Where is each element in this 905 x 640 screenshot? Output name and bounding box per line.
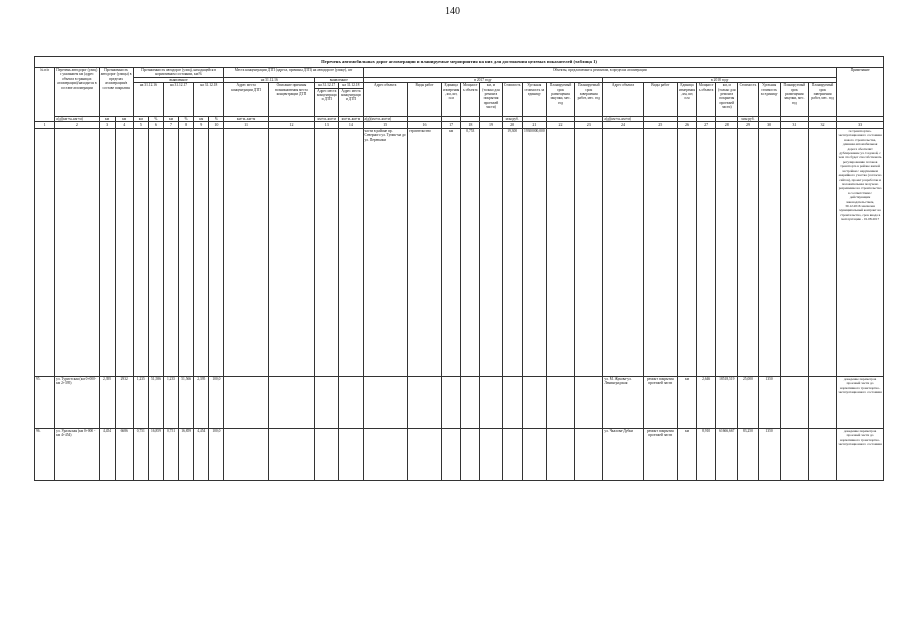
cell-road: ул. Уральская (км 0+000 - км 4+454): [55, 429, 99, 481]
column-number: 4: [115, 122, 133, 129]
header-road: Перечень автодорог (улиц) с указанием км (адрес объекта в границах агломерации)/находятся в составе агломерации: [55, 68, 99, 117]
unit: км+м–км+м: [315, 116, 339, 121]
unit: %: [179, 116, 194, 121]
header-dtp-reason: Описание причины возникновения места концентрации ДТП: [268, 83, 314, 116]
column-number: 21: [522, 122, 546, 129]
cell-km-18: 18518,519: [716, 377, 738, 429]
unit: %: [209, 116, 224, 121]
unit: км: [115, 116, 133, 121]
cell-coverage: 6686: [115, 429, 133, 481]
unit: %: [148, 116, 163, 121]
header-spec-18: Удельная стоимость за единицу: [758, 83, 780, 116]
column-number: 29: [738, 122, 758, 129]
header-normative: Протяженность автодорог (улиц), находящейся в нормативном состоянии, км/%: [133, 68, 224, 78]
cell-cost-18: 83,250: [738, 429, 758, 481]
header-objects: Объекты, предлагаемые к ремонтам, в пределах агломерации: [363, 68, 837, 78]
cell-unit-17: км: [442, 129, 461, 377]
column-number: 16: [407, 122, 441, 129]
header-dtp-date-18: на 31.12.18: [339, 83, 363, 88]
column-number: 3: [99, 122, 115, 129]
column-number: 25: [643, 122, 677, 129]
column-number: 10: [209, 122, 224, 129]
column-number: 13: [315, 122, 339, 129]
unit: км: [163, 116, 178, 121]
header-power-17: Мощность объекта: [461, 83, 480, 116]
unit: млн руб.: [738, 116, 758, 121]
column-number: 27: [697, 122, 716, 129]
column-number: 19: [480, 122, 502, 129]
column-number: 20: [502, 122, 522, 129]
cell-value: 51,586: [148, 377, 163, 429]
column-number: 23: [575, 122, 603, 129]
unit: км+м–км+м: [339, 116, 363, 121]
header-term-tender-18: Планируемый срок размещения закупки, мес. год: [780, 83, 808, 116]
cell-value: 16,859: [179, 429, 194, 481]
unit: км: [194, 116, 209, 121]
cell-unit-18: км: [677, 377, 696, 429]
cell-address-17: части в районе пр. Северного ул. Тупик-ма до ул. Перевалки: [363, 129, 407, 377]
column-number: 11: [224, 122, 268, 129]
header-year-2017: в 2017 году: [363, 77, 603, 82]
column-number: 30: [758, 122, 780, 129]
cell-power-18: 8,910: [697, 429, 716, 481]
cell-spec-18: 1350: [758, 377, 780, 429]
table-row-continued: [35, 129, 884, 377]
column-number: 17: [442, 122, 461, 129]
cell-value: 1,235: [163, 377, 178, 429]
unit: а(д)(км+м–км+м): [55, 116, 99, 121]
header-dtp-date: на 31.12.16: [224, 77, 315, 82]
column-number: 5: [133, 122, 148, 129]
cell-address-18: ул. Чкалова-Дубки: [603, 429, 643, 481]
header-normative-sub: выявленное: [133, 77, 224, 82]
column-number: 18: [461, 122, 480, 129]
cell-km-18: 61666,667: [716, 429, 738, 481]
header-address-17: Адрес объекта: [363, 83, 407, 116]
header-power-18: Мощность объекта: [697, 83, 716, 116]
cell-note: доведение параметров проезжей части до нормативного транспортно-эксплуатационного состояния: [837, 377, 884, 429]
header-date-17: на 31.12.17: [163, 83, 193, 116]
cell-value: 100,0: [209, 377, 224, 429]
table-title: Перечень автомобильных дорог агломерации и планируемые мероприятия на них для достижения целевых показателей (таблица 1): [35, 57, 884, 68]
cell-length: 4,454: [99, 429, 115, 481]
cell-power-18: 2,646: [697, 377, 716, 429]
header-unit-18: Единица измерения, км, шт, п.м: [677, 83, 696, 116]
header-dtp-sub: выявленное: [315, 77, 363, 82]
header-km-17: км, м (только для ремонта покрытия проезжей части): [480, 83, 502, 116]
cell-spec-18: 1350: [758, 429, 780, 481]
cell-note: доведение параметров проезжей части до нормативного транспортно-эксплуатационного состояния: [837, 429, 884, 481]
header-works-17: Виды работ: [407, 83, 441, 116]
column-number: 22: [546, 122, 574, 129]
cell-value: 4,454: [194, 429, 209, 481]
cell-works-17: строительство: [407, 129, 441, 377]
column-number: 33: [837, 122, 884, 129]
cell-cost-18: 25,000: [738, 377, 758, 429]
table-row: [35, 377, 884, 429]
column-number: 32: [808, 122, 836, 129]
header-works-18: Виды работ: [643, 83, 677, 116]
cell-spec-17: 19300000,000: [522, 129, 546, 377]
cell-length: 2,395: [99, 377, 115, 429]
header-address-18: Адрес объекта: [603, 83, 643, 116]
table-row: [35, 429, 884, 481]
unit: а(д)(км+м–км+м): [363, 116, 407, 121]
cell-unit-18: км: [677, 429, 696, 481]
cell-works-18: ремонт покрытия проезжей части: [643, 377, 677, 429]
cell-coverage: 2932: [115, 377, 133, 429]
unit: а(д)(км+м–км+м): [603, 116, 643, 121]
column-number: 2: [55, 122, 99, 129]
cell-works-18: ремонт покрытия проезжей части: [643, 429, 677, 481]
cell-power-17: 0,753: [461, 129, 480, 377]
header-dtp-address: Адрес места концентрации ДТП: [224, 83, 268, 116]
cell-value: 1,235: [133, 377, 148, 429]
cell-num: 95.: [35, 377, 55, 429]
cell-value: 2,395: [194, 377, 209, 429]
header-num: № п/п: [35, 68, 55, 122]
column-number: 6: [148, 122, 163, 129]
column-number: 26: [677, 122, 696, 129]
header-km-18: км, м (только для ремонта покрытия проезжей части): [716, 83, 738, 116]
column-number: 28: [716, 122, 738, 129]
header-length: Протяженность автодорог (улицы) в пределах агломерации/в составе покрытия: [99, 68, 133, 117]
column-number: 8: [179, 122, 194, 129]
cell-value: 100,0: [209, 429, 224, 481]
cell-value: 16,859: [148, 429, 163, 481]
column-number: 7: [163, 122, 178, 129]
cell-value: 51,566: [179, 377, 194, 429]
header-year-2018: в 2018 году: [603, 77, 837, 82]
column-number: 9: [194, 122, 209, 129]
column-number: 12: [268, 122, 314, 129]
roads-table: [34, 56, 884, 481]
cell-value: 0,751: [163, 429, 178, 481]
header-date-16: на 31.12.16: [133, 83, 163, 116]
column-numbers-row: [35, 122, 884, 129]
page-number: 140: [445, 6, 460, 17]
header-note: Примечание: [837, 68, 884, 117]
cell-cost-17: 19,300: [502, 129, 522, 377]
header-dtp: Места концентрации ДТП (адреса, причины ДТП) на автодороге (улице), шт: [224, 68, 363, 78]
column-number: 14: [339, 122, 363, 129]
header-term-finish-17: Планируемый срок завершения работ, мес. год: [575, 83, 603, 116]
unit: км: [99, 116, 115, 121]
cell-note: ru транспортно-эксплуатационного состояния нового строительства, длинная автомобильная дорога обеспечит дублирование ул. Садовой, с чем что будет способствовать регулированию потоков транспорта в районе жилой застройки с нарушением аварийного участка (согласно сайтов), проект разработан и положительная получено разрешение на строительство в соответствии с действующим законодательством, 30.12.2016 заключен муниципальный контракт на строительство, срок ввода в эксплуатацию - 01.08.2017: [837, 129, 884, 377]
header-spec-17: Удельная стоимость за единицу: [522, 83, 546, 116]
unit: млн руб.: [502, 116, 522, 121]
header-term-tender-17: Планируемый срок размещения закупки, мес. год: [546, 83, 574, 116]
header-dtp-address-18: Адрес места концентрации ДТП: [339, 88, 363, 116]
header-term-finish-18: Планируемый срок завершения работ, мес. год: [808, 83, 836, 116]
header-cost-17: Стоимость: [502, 83, 522, 116]
column-number: 1: [35, 122, 55, 129]
column-number: 15: [363, 122, 407, 129]
header-unit-17: Единица измерения, км, шт, п.м: [442, 83, 461, 116]
header-dtp-date-17: на 31.12.17: [315, 83, 339, 88]
unit: км+м–км+м: [224, 116, 268, 121]
header-date-18: на 31.12.18: [194, 83, 224, 116]
column-number: 24: [603, 122, 643, 129]
cell-road: ул. Туристская (км 0+000-км 2+395): [55, 377, 99, 429]
cell-num: 96.: [35, 429, 55, 481]
unit: км: [133, 116, 148, 121]
column-number: 31: [780, 122, 808, 129]
cell-value: 0,751: [133, 429, 148, 481]
header-cost-18: Стоимость: [738, 83, 758, 116]
header-dtp-address-17: Адрес места концентрации ДТП: [315, 88, 339, 116]
cell-address-18: ул. М. Жукова-ул. Ленинградская: [603, 377, 643, 429]
